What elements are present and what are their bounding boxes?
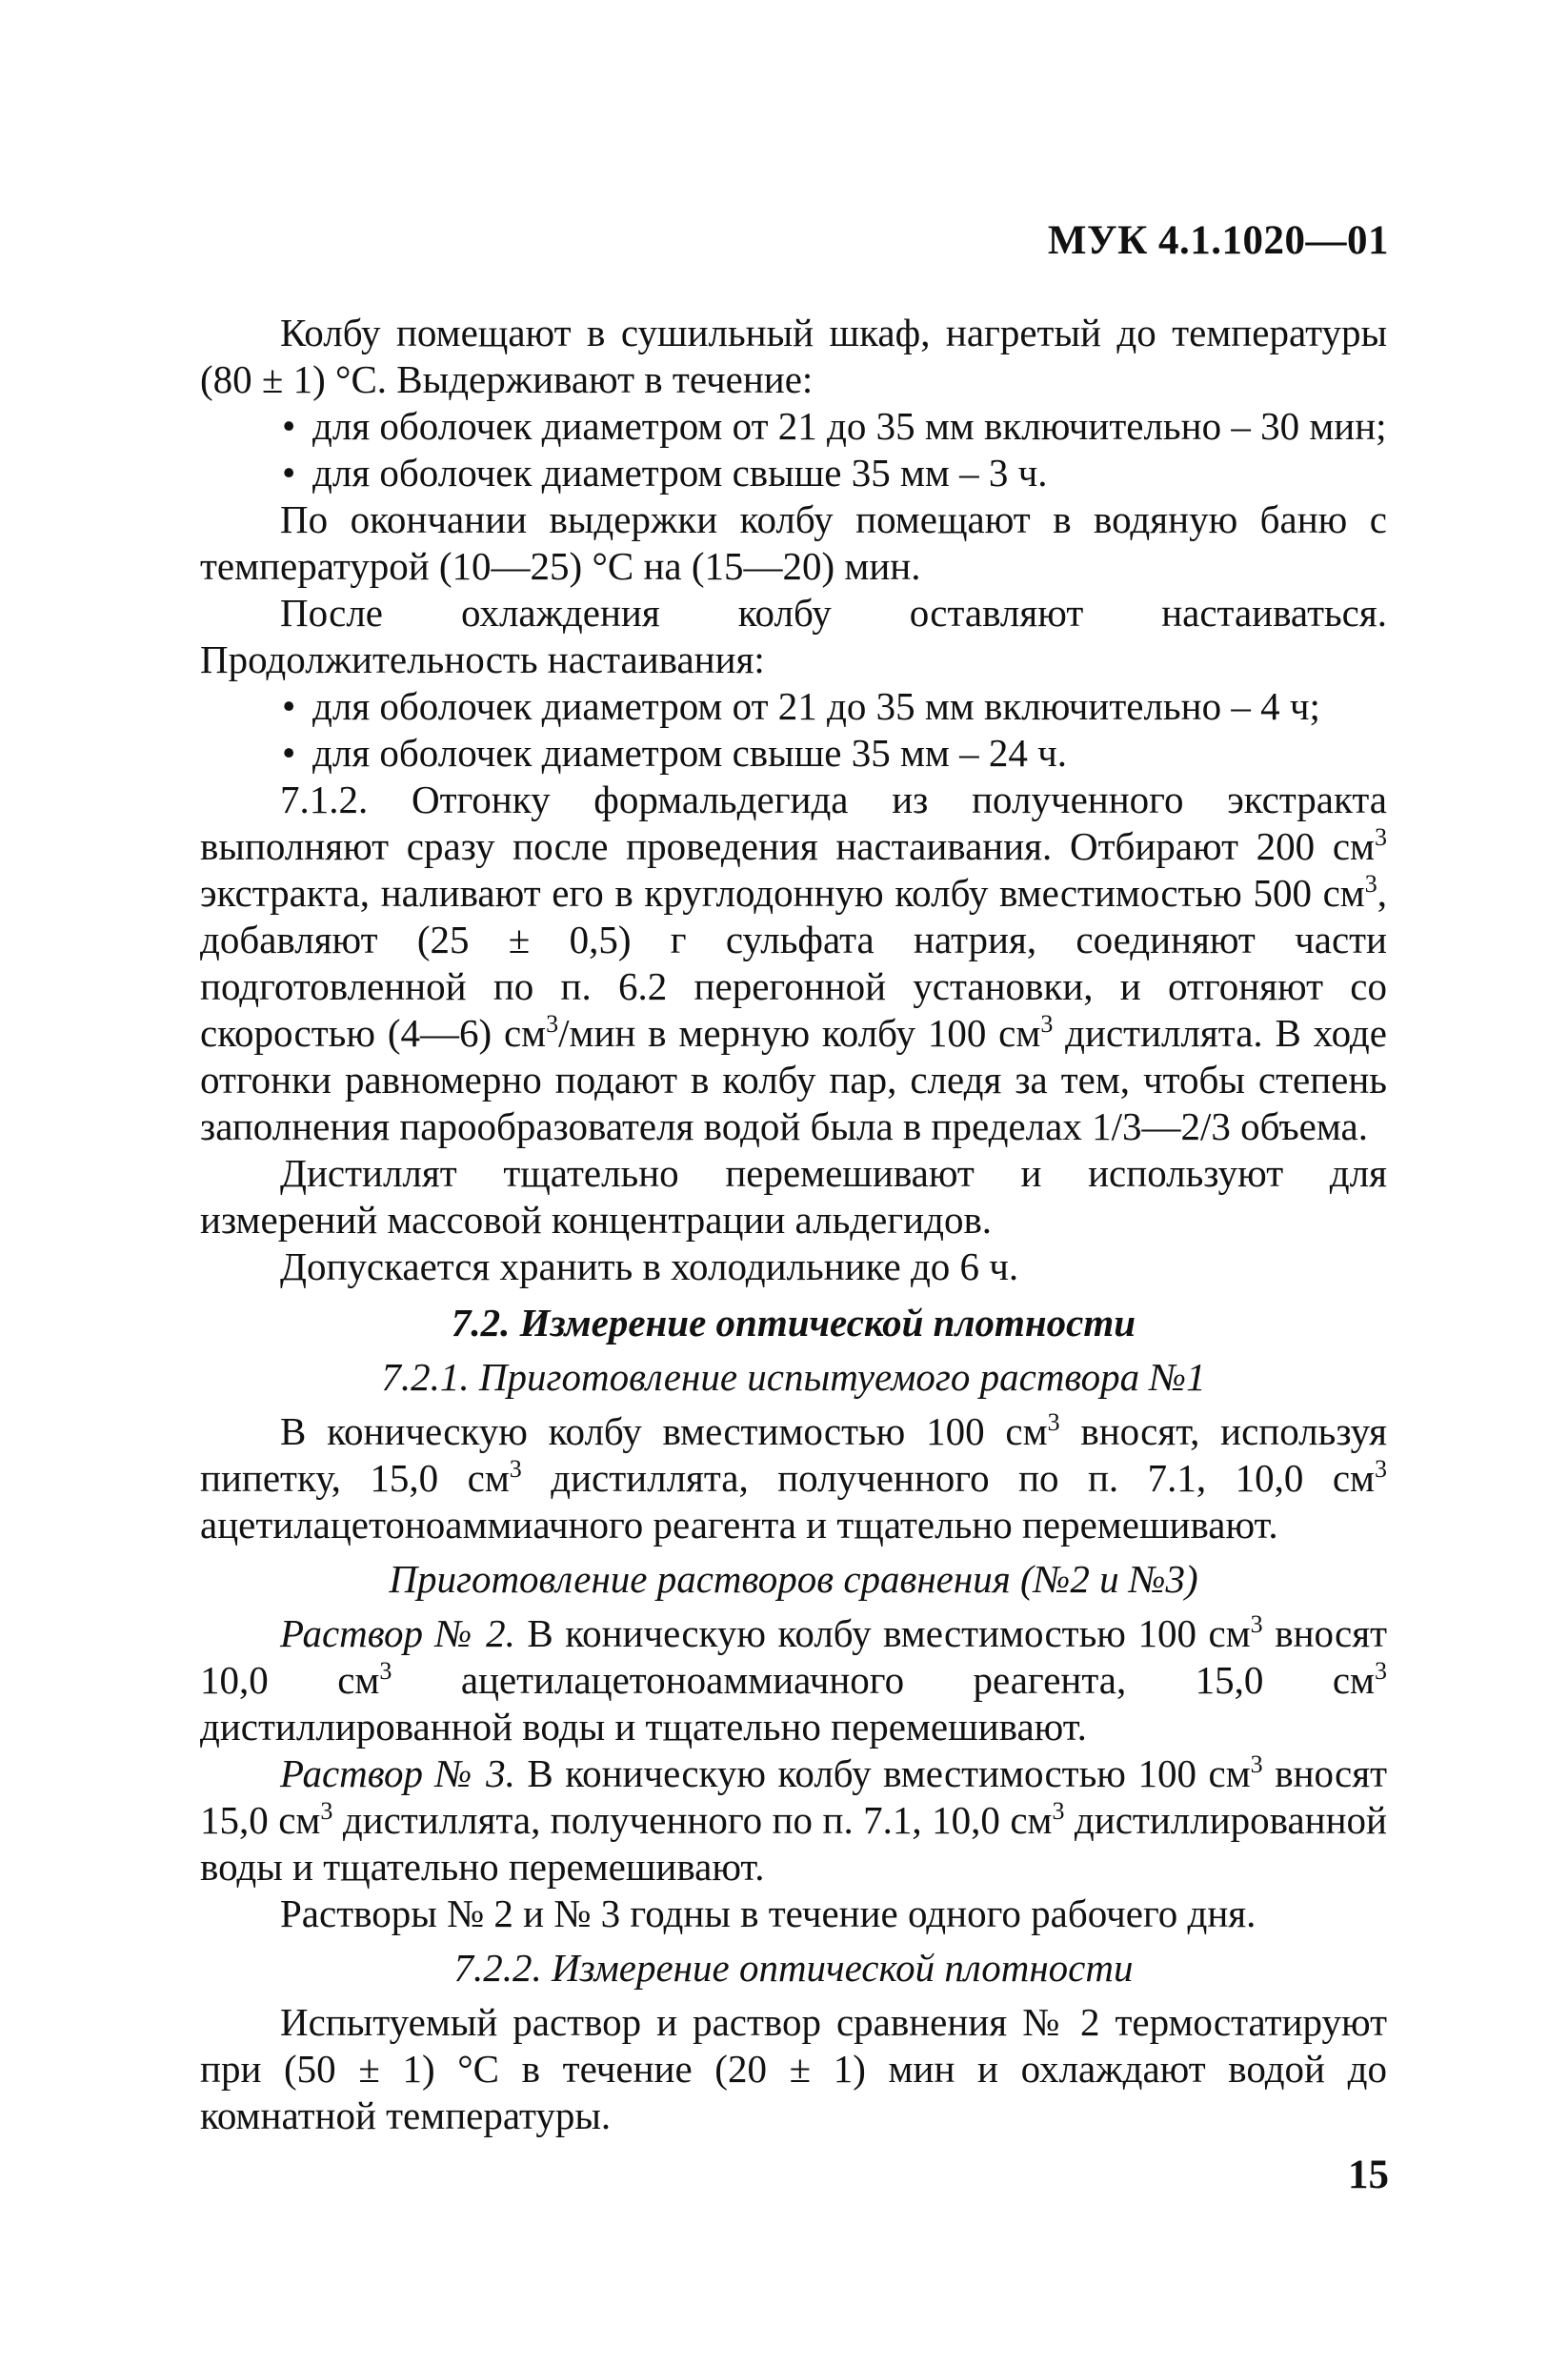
paragraph-shelf-life: Растворы № 2 и № 3 годны в течение одного рабочего дня. xyxy=(280,1891,1256,1935)
paragraph-infusion: После охлаждения колбу оставляют настаиваться. Продолжительность настаивания: xyxy=(200,591,1387,681)
list-item: • для оболочек диаметром свыше 35 мм – 24 ч. xyxy=(282,731,1067,775)
subsection-heading: Приготовление растворов сравнения (№2 и №3) xyxy=(389,1557,1198,1601)
bullet-icon: • xyxy=(282,731,296,775)
paragraph-storage: Допускается хранить в холодильнике до 6 ч. xyxy=(280,1244,1019,1288)
drying-time-list xyxy=(200,403,1387,496)
document-code: МУК 4.1.1020—01 xyxy=(1047,218,1389,263)
bullet-icon: • xyxy=(282,451,296,495)
section-heading: 7.2. Измерение оптической плотности xyxy=(451,1301,1136,1345)
document-body xyxy=(200,310,1387,2139)
paragraph-distillation: 7.1.2. Отгонку формальдегида из полученного экстракта выполняют сразу после проведения настаивания. Отбирают 200 $см^3$ экстракта, наливают его в круглодонную колбу вместимостью 500 $см^3$, добавляют (25 ± 0,5) г сульфата натрия, соединяют части подготовленной по п. 6.2 перегонной установки, и отгоняют со скоростью (4—6) $см^3$/мин в мерную колбу 100 $см^3$ дистиллята. В ходе отгонки равномерно подают в колбу пар, следя за тем, чтобы степень заполнения парообразователя водой была в пределах 1/3—2/3 объема. xyxy=(200,778,1387,1148)
bullet-icon: • xyxy=(282,684,296,728)
paragraph-solution-2: Раствор № 2. В коническую колбу вместимостью 100 $см^3$ вносят 10,0 $см^3$ ацетилацетоноаммиачного реагента, 15,0 $см^3$ дистиллированной воды и тщательно перемешивают. xyxy=(200,1610,1388,1749)
list-item: • для оболочек диаметром от 21 до 35 мм включительно – 30 мин; xyxy=(282,404,1387,448)
paragraph-thermostat: Испытуемый раствор и раствор сравнения № 2 термостатируют при (50 ± 1) °С в течение (20 ± 1) мин и охлаждают водой до комнатной температуры. xyxy=(200,2000,1387,2137)
paragraph-distillate-mixing: Дистиллят тщательно перемешивают и используют для измерений массовой концентрации альдегидов. xyxy=(200,1151,1387,1242)
list-item: • для оболочек диаметром от 21 до 35 мм включительно – 4 ч; xyxy=(282,684,1320,728)
infusion-time-list xyxy=(200,683,1387,777)
bullet-icon: • xyxy=(282,404,296,448)
paragraph-test-solution: В коническую колбу вместимостью 100 $см^3$ вносят, используя пипетку, 15,0 $см^3$ дистиллята, полученного по п. 7.1, 10,0 $см^3$ ацетилацетоноаммиачного реагента и тщательно перемешивают. xyxy=(200,1408,1387,1547)
list-item: • для оболочек диаметром свыше 35 мм – 3 ч. xyxy=(282,451,1048,495)
paragraph-water-bath: По окончании выдержки колбу помещают в водяную баню с температурой (10—25) °С на (15—20) мин. xyxy=(200,497,1387,588)
paragraph-solution-3: Раствор № 3. В коническую колбу вместимостью 100 $см^3$ вносят 15,0 $см^3$ дистиллята, полученного по п. 7.1, 10,0 $см^3$ дистиллированной воды и тщательно перемешивают. xyxy=(200,1750,1388,1889)
paragraph-drying: Колбу помещают в сушильный шкаф, нагретый до температуры (80 ± 1) °С. Выдерживают в течение: xyxy=(200,311,1387,401)
subsection-heading: 7.2.2. Измерение оптической плотности xyxy=(453,1946,1134,1990)
subsection-heading: 7.2.1. Приготовление испытуемого раствора №1 xyxy=(381,1355,1206,1399)
page-number: 15 xyxy=(1348,2153,1389,2197)
